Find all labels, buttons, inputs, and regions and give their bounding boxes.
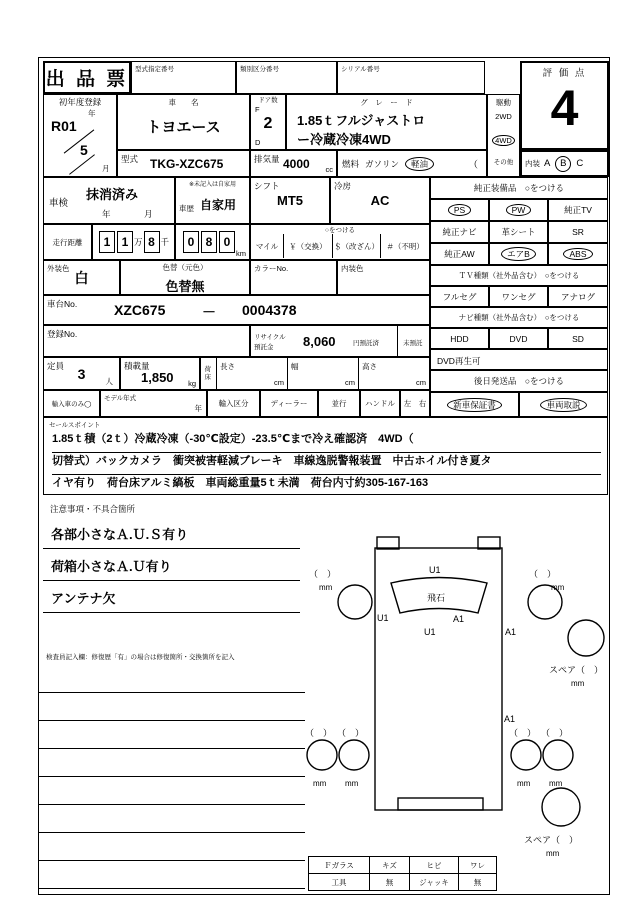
model-cell xyxy=(117,150,250,177)
odometer-unit: km xyxy=(236,249,246,258)
mileage-man-unit: 万 xyxy=(133,237,143,247)
spare-label-bottom: スペア（ ） xyxy=(524,835,579,845)
bed-cell xyxy=(200,357,430,390)
chassis-no-label: 車台No. xyxy=(47,299,78,309)
interior-c: C xyxy=(576,158,584,169)
truck-front-left-marker xyxy=(377,537,399,549)
recycle-amount: 8,060 xyxy=(303,334,336,349)
mm-label: mm xyxy=(313,779,327,788)
equip-item-abs-label: ABS xyxy=(563,248,592,260)
fuel-cell xyxy=(337,150,487,177)
model-year-label: モデル年式 xyxy=(104,395,137,402)
rear-right-wheel-inner xyxy=(511,740,541,770)
navi-dvd: DVD xyxy=(489,328,548,349)
displacement-label: 排気量 xyxy=(254,154,280,164)
interior-color-label: 内装色 xyxy=(341,264,364,273)
truck-front-right-marker xyxy=(478,537,500,549)
car-name-label: 車 名 xyxy=(168,98,199,107)
page-title: 出 品 票 xyxy=(43,61,131,94)
odometer-digits xyxy=(182,231,236,253)
fuel-gasoline: ガソリン xyxy=(365,158,400,169)
drive-other: その他 xyxy=(493,159,514,166)
diagram-u1-roof: U1 xyxy=(429,565,441,575)
equip-item-ps-label: PS xyxy=(448,204,471,216)
tv-oneseg: ワンセグ xyxy=(489,286,548,307)
mile-circle-note: ○をつける xyxy=(325,227,355,234)
rear-right-inner-size: （ ） xyxy=(509,728,537,738)
navi-hdd: HDD xyxy=(430,328,489,349)
score-label: 評 価 点 xyxy=(542,68,587,79)
chassis-no-dash: － xyxy=(202,304,216,320)
displacement-cell xyxy=(250,150,337,177)
spare-tire-right xyxy=(568,620,604,656)
load-cell xyxy=(120,357,200,390)
reg-year-unit: 年 xyxy=(88,109,96,118)
check-tools-value: 無 xyxy=(369,873,410,891)
rear-bumper xyxy=(398,798,483,810)
model-year-cell xyxy=(100,390,207,417)
capacity-unit: 人 xyxy=(105,377,113,386)
drive-2wd: 2WD xyxy=(495,112,512,121)
ac-value: AC xyxy=(370,193,390,208)
field-serial-label: シリアル番号 xyxy=(341,66,380,73)
load-value: 1,850 xyxy=(141,370,174,385)
warranty-label: 新車保証書 xyxy=(447,398,502,412)
mile-opt-exchange: ￥（交換） xyxy=(283,234,332,258)
shift-label: シフト xyxy=(254,181,280,191)
color-change-cell xyxy=(120,260,250,295)
ruled-line xyxy=(39,776,305,777)
bed-width-unit: cm xyxy=(345,378,355,387)
dvd-playable-strip xyxy=(430,349,608,370)
front-left-wheel-size: （ ） xyxy=(309,569,337,579)
exterior-color-label: 外装色 xyxy=(47,264,70,273)
doors-f: F xyxy=(255,105,260,114)
grade-line2: ー冷蔵冷凍4WD xyxy=(297,132,391,147)
diagram-stone-chip: 飛石 xyxy=(427,593,446,603)
equip-item-tv xyxy=(548,199,608,221)
drive-4wd-label: 4WD xyxy=(492,135,515,146)
grade-line1: 1.85ｔフルジャストロ xyxy=(297,113,426,128)
mile-label: マイル xyxy=(255,241,279,251)
truck-body-outline xyxy=(375,548,502,810)
equip-item-ps xyxy=(430,199,489,221)
drive-cell xyxy=(487,94,520,177)
sales-points-label: セールスポイント xyxy=(49,422,101,429)
equip-item-sr xyxy=(548,221,608,243)
field-model-code-label: 型式指定番号 xyxy=(135,66,174,73)
model-label: 型式 xyxy=(121,154,139,164)
recycle-divider xyxy=(397,326,398,356)
equip-item-navi xyxy=(430,221,489,243)
ruled-line xyxy=(39,888,305,889)
rear-left-wheel-inner xyxy=(339,740,369,770)
rear-right-outer-size: （ ） xyxy=(541,728,569,738)
mm-label: mm xyxy=(546,849,560,858)
color-change-value: 色替無 xyxy=(165,279,205,294)
note-item-2: 荷箱小さなＡ.Ｕ有り xyxy=(51,559,172,574)
equip-item-sr-label: SR xyxy=(572,227,584,237)
car-name-value: トヨエース xyxy=(146,119,221,136)
equip-item-navi-label: 純正ナビ xyxy=(442,227,477,237)
ruled-line xyxy=(39,832,305,833)
rear-right-wheel-outer xyxy=(543,740,573,770)
bed-height-unit: cm xyxy=(416,378,426,387)
ruled-line xyxy=(39,748,305,749)
load-label: 積載量 xyxy=(124,361,150,371)
bed-height xyxy=(359,358,429,389)
diagram-u1-center: U1 xyxy=(424,627,436,637)
equip-item-tv-label: 純正TV xyxy=(564,205,592,215)
chassis-no-value1: XZC675 xyxy=(114,302,166,318)
car-name-cell xyxy=(117,94,250,150)
registration-no-label: 登録No. xyxy=(47,329,78,339)
ruled-line xyxy=(39,692,305,693)
first-registration-cell xyxy=(43,94,117,177)
tv-type-header: ＴＶ種類（社外品含む） ○をつける xyxy=(430,265,608,286)
interior-color-cell xyxy=(337,260,430,295)
bed-width xyxy=(288,358,359,389)
fuel-open-paren: （ xyxy=(468,159,478,171)
bed-height-label: 高さ xyxy=(362,362,377,371)
rear-left-inner-size: （ ） xyxy=(337,728,365,738)
bed-length xyxy=(217,358,288,389)
shift-value: MT5 xyxy=(277,193,303,208)
import-only-cell: 輸入車のみ◯ xyxy=(43,390,100,417)
drive-label: 駆動 xyxy=(496,98,511,107)
equip-item-pw xyxy=(489,199,548,221)
odo-digit-1: 0 xyxy=(183,231,199,253)
front-right-wheel-size: （ ） xyxy=(529,569,557,579)
grade-cell xyxy=(286,94,487,150)
reg-year-value: R01 xyxy=(51,118,77,134)
mile-options xyxy=(251,234,429,258)
model-value: TKG-XZC675 xyxy=(150,157,224,171)
import-division-cell: 輸入区分 xyxy=(207,390,260,417)
history-cell xyxy=(175,177,250,224)
rear-left-wheel-outer xyxy=(307,740,337,770)
handle-cell: ハンドル xyxy=(360,390,400,417)
field-class-code-label: 類別区分番号 xyxy=(240,66,279,73)
sales-line-2: 切替式）バックカメラ 衝突被害軽減ブレーキ 車線逸脱警報装置 中古ホイル付き夏タ xyxy=(52,452,601,475)
exterior-color-value: 白 xyxy=(74,269,89,286)
import-parallel-cell: 並行 xyxy=(318,390,360,417)
grade-label: グ レ ー ド xyxy=(360,98,413,107)
equip-item-aw xyxy=(430,243,489,265)
history-note: ※未記入は自家用 xyxy=(188,182,237,188)
shaken-label: 車検 xyxy=(49,198,69,209)
spare-label-right: スペア（ ） xyxy=(549,665,604,675)
recycle-deposited: 円預託済 xyxy=(353,340,379,347)
chassis-no-cell xyxy=(43,295,430,325)
ruled-line xyxy=(39,804,305,805)
dvd-playable-label: DVD再生可 xyxy=(437,356,481,366)
tv-fullseg: フルセグ xyxy=(430,286,489,307)
displacement-value: 4000 xyxy=(283,157,310,171)
history-value: 自家用 xyxy=(200,198,237,212)
equip-item-airbag-label: エアB xyxy=(501,247,536,261)
shaken-month-unit: 月 xyxy=(144,209,153,219)
check-break: ワレ xyxy=(458,856,497,874)
equip-header: 純正装備品 ○をつける xyxy=(430,177,608,199)
reg-month-unit: 月 xyxy=(102,164,110,173)
field-model-code xyxy=(131,61,236,94)
bed-width-label: 幅 xyxy=(291,362,299,371)
field-serial xyxy=(337,61,485,94)
check-jack-label: ジャッキ xyxy=(409,873,459,891)
equip-item-leather xyxy=(489,221,548,243)
chassis-no-value2: 0004378 xyxy=(242,302,297,318)
odo-digit-2: 8 xyxy=(201,231,217,253)
mileage-sen-unit: 千 xyxy=(160,237,170,247)
doors-value: 2 xyxy=(263,115,273,132)
mm-label: mm xyxy=(345,779,359,788)
first-registration-label: 初年度登録 xyxy=(58,97,102,107)
inspector-note: 検査員記入欄：修復歴「有」の場合は修復箇所・交換箇所を記入 xyxy=(46,654,235,661)
check-glass-label: Ｆガラス xyxy=(308,856,370,874)
capacity-label: 定員 xyxy=(47,361,65,371)
later-shipping-strip: 後日発送品 ○をつける xyxy=(430,370,608,392)
interior-strip xyxy=(520,150,609,177)
fuel-diesel: 軽油 xyxy=(405,157,434,171)
diagram-a1-right-mid: A1 xyxy=(504,714,516,724)
mm-label: mm xyxy=(517,779,531,788)
diagram-a1-right-top: A1 xyxy=(505,627,517,637)
check-tools-label: 工具 xyxy=(308,873,370,891)
check-crack: ヒビ xyxy=(409,856,459,874)
shaken-value: 抹消済み xyxy=(86,187,139,202)
manual-cell xyxy=(519,392,608,417)
sales-points-box xyxy=(43,417,608,495)
score-value: 4 xyxy=(550,80,579,136)
interior-b: B xyxy=(555,156,571,172)
notes-header: 注意事項・不具合箇所 xyxy=(50,504,136,514)
doors-cell xyxy=(250,94,286,150)
mileage-digit-2: 1 xyxy=(117,231,133,253)
bed-label-text: 荷床 xyxy=(204,365,211,381)
mileage-digits xyxy=(92,224,175,260)
ruled-line xyxy=(39,720,305,721)
navi-type-header: ナビ種類（社外品含む） ○をつける xyxy=(430,307,608,328)
note-line-3 xyxy=(43,584,300,613)
equip-item-airbag xyxy=(489,243,548,265)
mile-opt-unknown: ＃（不明） xyxy=(380,234,429,258)
mile-cell xyxy=(250,224,430,260)
score-box xyxy=(520,61,609,150)
note-item-1: 各部小さなＡ.Ｕ.Ｓ有り xyxy=(51,527,189,542)
tv-analog: アナログ xyxy=(548,286,608,307)
mileage-label: 走行距離 xyxy=(43,224,92,260)
field-class-code xyxy=(236,61,337,94)
ac-label: 冷房 xyxy=(334,181,352,191)
diagram-u1-left: U1 xyxy=(377,613,389,623)
equip-item-aw-label: 純正AW xyxy=(444,249,475,259)
ac-cell xyxy=(330,177,430,224)
sales-line-1: 1.85ｔ積（2ｔ）冷蔵冷凍（-30℃設定）-23.5℃まで冷え確認済 4WD（ xyxy=(52,430,601,453)
fuel-label: 燃料 xyxy=(342,158,360,169)
note-line-1 xyxy=(43,520,300,549)
interior-label: 内装 xyxy=(525,159,540,168)
shaken-year-unit: 年 xyxy=(102,209,111,219)
shift-cell xyxy=(250,177,330,224)
check-jack-value: 無 xyxy=(458,873,497,891)
bed-length-label: 長さ xyxy=(220,362,235,371)
manual-label: 車両取説 xyxy=(540,398,586,412)
capacity-value: 3 xyxy=(77,365,86,382)
capacity-cell xyxy=(43,357,120,390)
mm-label: mm xyxy=(571,679,585,688)
spare-tire-bottom xyxy=(542,788,580,826)
equip-item-leather-label: 革シート xyxy=(501,227,536,237)
exterior-color-cell xyxy=(43,260,120,295)
interior-a: A xyxy=(544,158,551,169)
displacement-unit: cc xyxy=(325,165,333,174)
note-line-2 xyxy=(43,552,300,581)
recycle-not-deposited: 未預託 xyxy=(403,340,423,347)
registration-no-cell xyxy=(43,325,250,357)
mm-label: mm xyxy=(551,583,565,592)
bed-label xyxy=(201,358,217,389)
odo-digit-3: 0 xyxy=(219,231,235,253)
navi-sd: SD xyxy=(548,328,608,349)
mileage-digit-3: 8 xyxy=(144,231,160,253)
warranty-cell xyxy=(430,392,519,417)
note-item-3: アンテナ欠 xyxy=(51,591,116,606)
check-scratch: キズ xyxy=(369,856,410,874)
recycle-label-2: 預託金 xyxy=(254,344,274,351)
sales-line-3: イヤ有り 荷台床アルミ縞板 車両総重量5ｔ未満 荷台内寸約305-167-163 xyxy=(52,474,601,495)
mm-label: mm xyxy=(549,779,563,788)
vehicle-diagram xyxy=(305,523,610,863)
recycle-cell xyxy=(250,325,430,357)
mm-label: mm xyxy=(319,583,333,592)
mileage-digit-1: 1 xyxy=(99,231,115,253)
diagram-a1-center: A1 xyxy=(453,614,465,624)
recycle-label-1: リサイクル xyxy=(254,334,286,341)
doors-label: ドア数 xyxy=(258,97,278,104)
reg-month-value: 5 xyxy=(80,142,88,158)
rear-left-outer-size: （ ） xyxy=(305,728,333,738)
color-no-cell xyxy=(250,260,337,295)
model-year-unit: 年 xyxy=(194,404,202,413)
equip-item-pw-label: PW xyxy=(506,204,532,216)
mile-opt-tampered: ＄（改ざん） xyxy=(332,234,381,258)
history-label: 車歴 xyxy=(179,204,194,213)
drive-4wd xyxy=(488,130,519,148)
shaken-cell xyxy=(43,177,175,224)
handle-lr-cell: 左 右 xyxy=(400,390,430,417)
bed-length-unit: cm xyxy=(274,378,284,387)
load-unit: kg xyxy=(188,379,196,388)
color-no-label: カラーNo. xyxy=(254,264,289,273)
front-left-wheel xyxy=(338,585,372,619)
equip-item-abs xyxy=(548,243,608,265)
color-change-label: 色替（元色） xyxy=(162,263,208,272)
import-dealer-cell: ディーラー xyxy=(260,390,318,417)
ruled-line xyxy=(39,860,305,861)
doors-d: D xyxy=(255,138,261,147)
odometer-cell xyxy=(175,224,250,260)
